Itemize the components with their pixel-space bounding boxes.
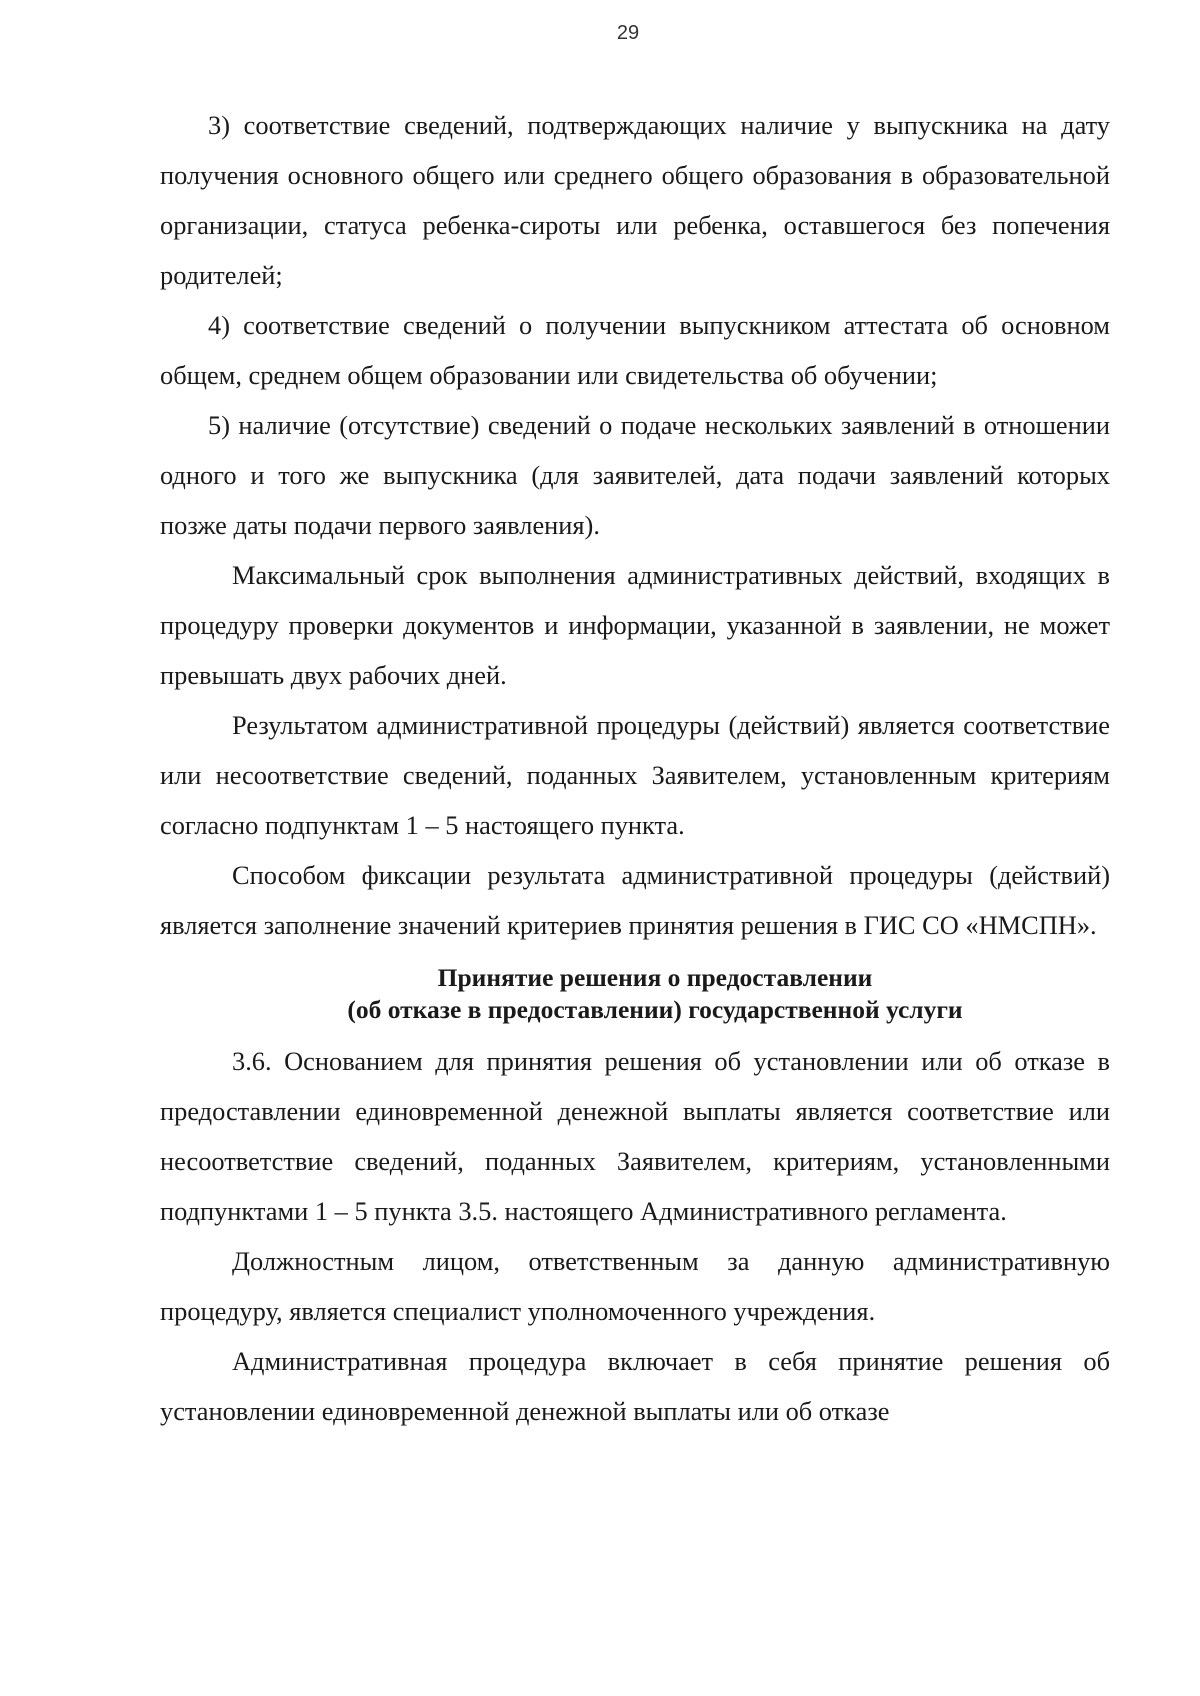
list-item-5: 5) наличие (отсутствие) сведений о подаче нескольких заявлений в отношении одного и того же выпускника (для заявителей, дата подачи заявлений которых позже даты подачи первого заявления). — [160, 410, 1110, 540]
document-body — [160, 100, 1110, 1436]
paragraph-procedure: Административная процедура включает в себя принятие решения об установлении единовременной денежной выплаты или об отказе — [160, 1346, 1110, 1426]
paragraph-responsible: Должностным лицом, ответственным за данную административную процедуру, является специалист уполномоченного учреждения. — [160, 1246, 1110, 1326]
section-heading-line-2: (об отказе в предоставлении) государственной услуги — [347, 995, 963, 1024]
list-item-4: 4) соответствие сведений о получении выпускником аттестата об основном общем, среднем общем образовании или свидетельства об обучении; — [160, 310, 1110, 390]
paragraph-fixation: Способом фиксации результата административной процедуры (действий) является заполнение значений критериев принятия решения в ГИС СО «НМСПН». — [160, 860, 1110, 940]
paragraph-result: Результатом административной процедуры (действий) является соответствие или несоответствие сведений, поданных Заявителем, установленным критериям согласно подпунктам 1 – 5 настоящего пункта. — [160, 710, 1110, 840]
paragraph-3-6: 3.6. Основанием для принятия решения об установлении или об отказе в предоставлении единовременной денежной выплаты является соответствие или несоответствие сведений, поданных Заявителем, критериям, установленными подпунктами 1 – 5 пункта 3.5. настоящего Административного регламента. — [160, 1046, 1110, 1226]
section-heading-line-1: Принятие решения о предоставлении — [437, 963, 873, 992]
page-number: 29 — [616, 22, 640, 44]
paragraph-max-term: Максимальный срок выполнения административных действий, входящих в процедуру проверки документов и информации, указанной в заявлении, не может превышать двух рабочих дней. — [160, 560, 1110, 690]
list-item-3: 3) соответствие сведений, подтверждающих наличие у выпускника на дату получения основного общего или среднего общего образования в образовательной организации, статуса ребенка-сироты или ребенка, оставшегося без попечения родителей; — [160, 110, 1110, 290]
section-heading — [160, 962, 1110, 1026]
